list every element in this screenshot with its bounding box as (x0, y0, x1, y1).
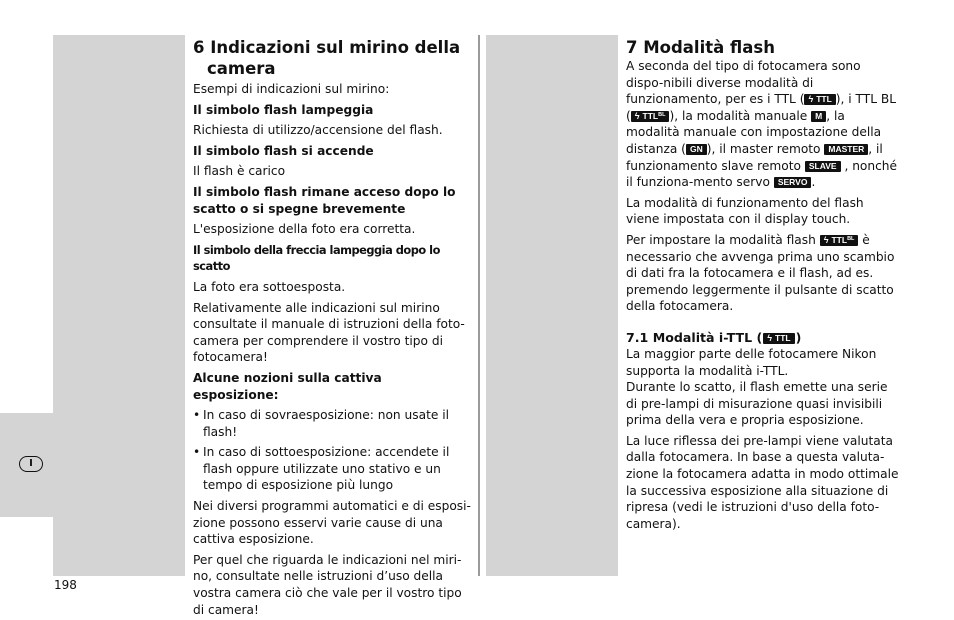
language-tab: I (19, 456, 43, 472)
text-run: . (811, 175, 816, 190)
item-title: Il simbolo flash lampeggia (193, 102, 374, 117)
text-run: 7.1 Modalità i-TTL ( (626, 329, 763, 345)
item-text: La foto era sottoesposta. (193, 279, 346, 294)
paragraph-modes (626, 58, 900, 191)
paragraph: Per quel che riguarda le indicazioni nel miri-no, consultate nelle istruzioni d’uso della vostra camera ciò che vale per il vostro tipo di camera! (193, 552, 462, 617)
flash-icon: ϟ (767, 332, 773, 343)
text-run: , nonché il funziona-mento servo (626, 158, 898, 190)
item-title: Il simbolo flash rimane acceso dopo lo scatto o si spegne brevemente (193, 184, 456, 216)
intro-text: Esempi di indicazioni sul mirino: (193, 82, 390, 96)
paragraph: Nei diversi programmi automatici e di esposi-zione possono esservi varie cause di una cattiva esposizione. (193, 499, 471, 547)
ttl-badge (763, 333, 794, 344)
item-text: Il flash è carico (193, 164, 286, 179)
text-run: ), i TTL BL ( (626, 92, 897, 123)
text-run: A seconda del tipo di fotocamera sono dispo-nibili diverse modalità di funzionamento, per es i TTL ( (626, 59, 861, 107)
heading-6-line2: camera (207, 59, 276, 78)
ttl-bl-badge (820, 235, 859, 246)
gn-badge: GN (686, 144, 707, 155)
right-gray-margin (486, 35, 618, 576)
section-heading-6 (193, 37, 471, 79)
flash-icon: ϟ (808, 94, 814, 105)
paragraph: La luce riflessa dei pre-lampi viene valutata dalla fotocamera. In base a questa valuta-zione la fotocamera adatta in modo ottimale la successiva esposizione alla situazione di ripresa (vedi le istruzioni d'uso della foto-camera). (626, 433, 899, 531)
bullet-list (193, 407, 471, 494)
badge-sup: BL (847, 235, 855, 242)
paragraph: La maggior parte delle fotocamere Nikon supporta la modalità i-TTL. (626, 346, 877, 378)
paragraph: Relativamente alle indicazioni sul mirino consultate il manuale di istruzioni della foto-camera per comprendere il vostro tipo di fotocamera! (193, 300, 465, 365)
badge-label: TTL (831, 234, 848, 245)
flash-icon: ϟ (634, 110, 640, 121)
badge-label: TTL (816, 94, 832, 105)
paragraph: La modalità di funzionamento del flash viene impostata con il display touch. (626, 195, 864, 227)
column-divider-left (478, 35, 480, 576)
right-column (626, 37, 900, 532)
slave-badge: SLAVE (805, 161, 841, 172)
item-title: Il simbolo della freccia lampeggia dopo lo scatto (193, 242, 440, 274)
text-run: ), la modalità manuale (669, 108, 808, 123)
badge-sup: BL (658, 111, 666, 118)
item-text: L'esposizione della foto era corretta. (193, 222, 416, 237)
flash-icon: ϟ (823, 234, 829, 245)
manual-badge: M (811, 111, 826, 122)
text-run: ) (795, 329, 802, 345)
ttl-bl-badge (631, 111, 670, 122)
left-column (193, 37, 471, 618)
text-run: , la modalità manuale con impostazione della distanza ( (626, 108, 882, 156)
text-run: Per impostare la modalità flash (626, 232, 816, 247)
paragraph-set-mode (626, 232, 900, 315)
text-run: è necessario che avvenga prima uno scambio di dati fra la fotocamera e il flash, ad es. premendo leggermente il pulsante di scatto della fotocamera. (626, 232, 895, 314)
servo-badge: SERVO (774, 177, 812, 188)
ttl-badge (804, 94, 835, 105)
text-run: ), il master remoto (706, 141, 821, 156)
subsection-heading-7-1 (626, 329, 900, 346)
notions-title: Alcune nozioni sulla cattiva esposizione: (193, 370, 382, 402)
item-title: Il simbolo flash si accende (193, 143, 374, 158)
paragraph: Durante lo scatto, il flash emette una serie di pre-lampi di misurazione quasi invisibili prima della vera e propria esposizione. (626, 380, 888, 428)
badge-label: TTL (775, 332, 791, 343)
item-text: Richiesta di utilizzo/accensione del flash. (193, 123, 443, 138)
heading-6-line1: 6 Indicazioni sul mirino della (193, 38, 461, 57)
text-run: , il funzionamento slave remoto (626, 141, 883, 173)
page-number: 198 (54, 578, 77, 592)
list-item: • In caso di sovraesposizione: non usate il flash! (193, 407, 471, 440)
left-gray-margin (53, 35, 185, 576)
list-item: • In caso di sottoesposizione: accendete il flash oppure utilizzate uno stativo e un tempo di esposizione più lungo (193, 444, 471, 494)
master-badge: MASTER (824, 144, 868, 155)
section-heading-7: 7 Modalità flash (626, 38, 775, 57)
badge-label: TTL (642, 110, 659, 121)
